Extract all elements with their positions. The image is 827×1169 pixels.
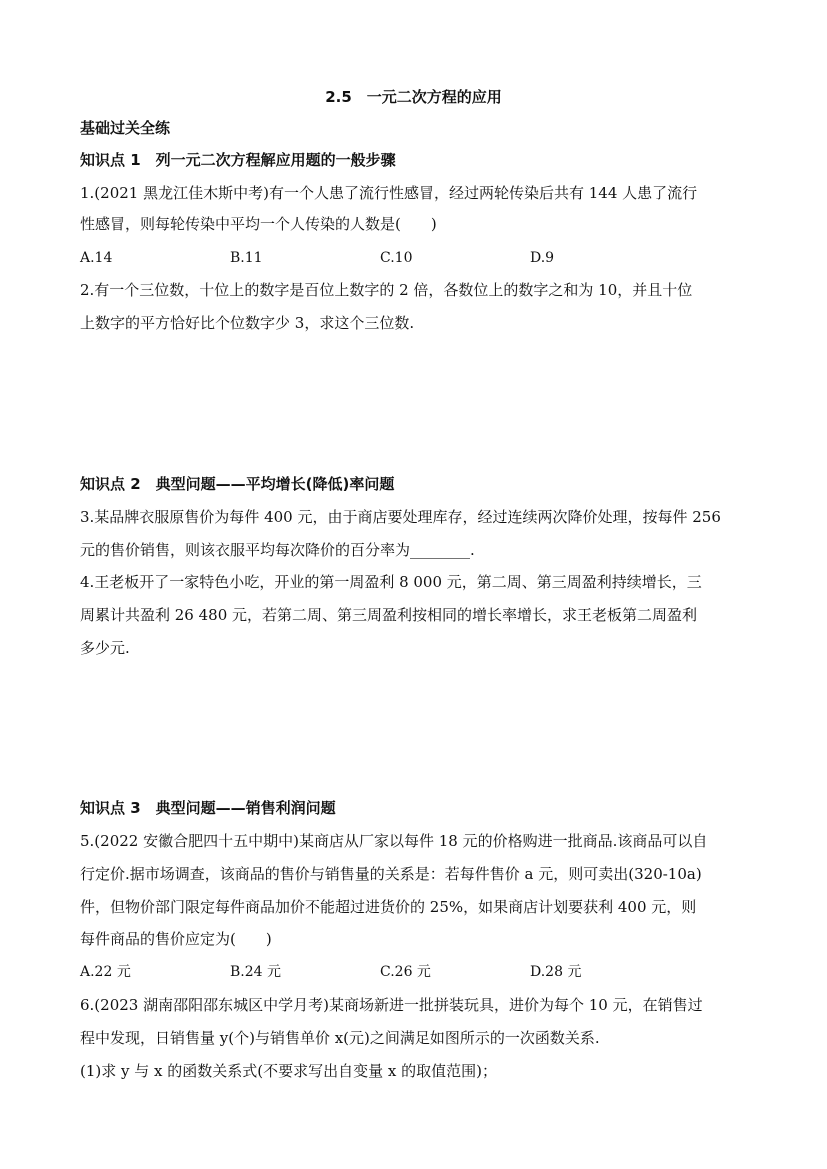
knowledge-point-1: 知识点 1 列一元二次方程解应用题的一般步骤 xyxy=(80,151,396,169)
question-5-option-d: D.28 元 xyxy=(530,964,582,980)
question-1-option-d: D.9 xyxy=(530,250,555,266)
question-3-line-1: 3.某品牌衣服原售价为每件 400 元，由于商店要处理库存，经过连续两次降价处理，按每件 256 xyxy=(80,508,721,526)
question-1-line-2: 性感冒，则每轮传染中平均一个人传染的人数是( ) xyxy=(80,215,437,233)
question-5-option-b: B.24 元 xyxy=(230,964,282,980)
question-2-line-2: 上数字的平方恰好比个位数字少 3，求这个三位数. xyxy=(80,314,415,332)
question-1-option-c: C.10 xyxy=(380,250,413,266)
knowledge-point-3: 知识点 3 典型问题——销售利润问题 xyxy=(80,799,336,817)
question-4-line-3: 多少元. xyxy=(80,639,130,657)
question-5-line-2: 行定价.据市场调查，该商品的售价与销售量的关系是：若每件售价 a 元，则可卖出(320-10a) xyxy=(80,865,702,883)
question-5-line-1: 5.(2022 安徽合肥四十五中期中)某商店从厂家以每件 18 元的价格购进一批商品.该商品可以自 xyxy=(80,832,708,850)
question-5-line-4: 每件商品的售价应定为( ) xyxy=(80,930,272,948)
question-4-line-1: 4.王老板开了一家特色小吃，开业的第一周盈利 8 000 元，第二周、第三周盈利持续增长，三 xyxy=(80,573,702,591)
question-6-sub-1: (1)求 y 与 x 的函数关系式(不要求写出自变量 x 的取值范围)； xyxy=(80,1062,497,1080)
section-heading: 基础过关全练 xyxy=(80,119,171,137)
question-6-line-1: 6.(2023 湖南邵阳邵东城区中学月考)某商场新进一批拼装玩具，进价为每个 10 元，在销售过 xyxy=(80,996,703,1014)
question-5-option-a: A.22 元 xyxy=(80,964,131,980)
question-2-line-1: 2.有一个三位数，十位上的数字是百位上数字的 2 倍，各数位上的数字之和为 10，并且十位 xyxy=(80,281,693,299)
question-6-line-2: 程中发现，日销售量 y(个)与销售单价 x(元)之间满足如图所示的一次函数关系. xyxy=(80,1029,600,1047)
question-4-line-2: 周累计共盈利 26 480 元，若第二周、第三周盈利按相同的增长率增长，求王老板第二周盈利 xyxy=(80,606,698,624)
question-1-option-b: B.11 xyxy=(230,250,263,266)
question-3-line-2: 元的售价销售，则该衣服平均每次降价的百分率为________. xyxy=(80,541,475,559)
question-1-line-1: 1.(2021 黑龙江佳木斯中考)有一个人患了流行性感冒，经过两轮传染后共有 144 人患了流行 xyxy=(80,184,698,202)
page-title: 2.5 一元二次方程的应用 xyxy=(325,88,502,106)
knowledge-point-2: 知识点 2 典型问题——平均增长(降低)率问题 xyxy=(80,475,395,493)
question-5-option-c: C.26 元 xyxy=(380,964,431,980)
question-1-option-a: A.14 xyxy=(80,250,113,266)
question-5-line-3: 件，但物价部门限定每件商品加价不能超过进货价的 25%，如果商店计划要获利 400 元，则 xyxy=(80,898,697,916)
